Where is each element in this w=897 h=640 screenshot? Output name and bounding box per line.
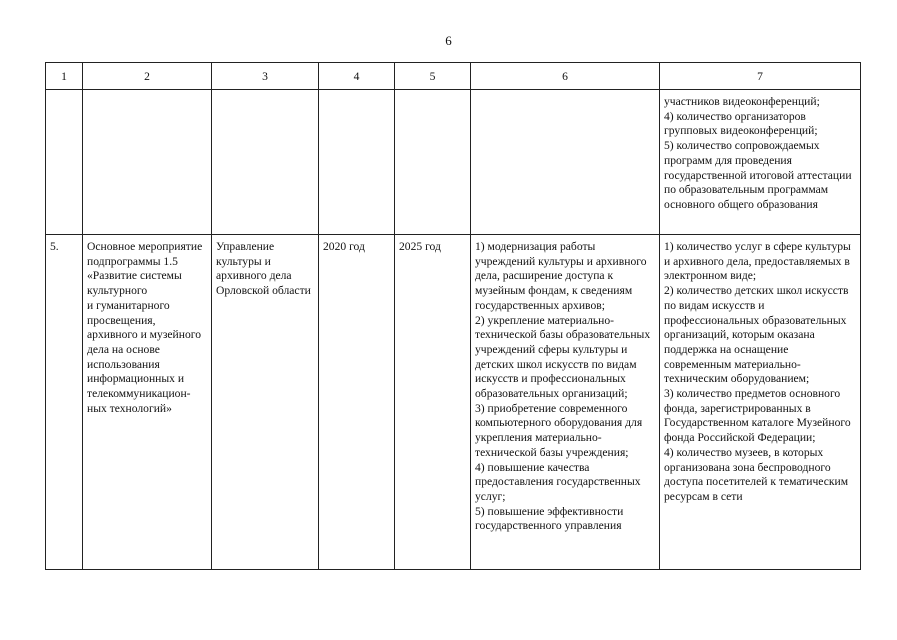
cell-number: 5. (46, 235, 83, 570)
header-col-3: 3 (212, 63, 319, 90)
cell-end-year (395, 90, 471, 235)
page-number: 6 (445, 33, 452, 48)
header-col-4: 4 (319, 63, 395, 90)
cell-expected-results: 1) модернизация работы учреждений культуры и архивного дела, расширение доступа к музейным фондам, к сведениям государственных архивов; 2) укрепление материально-технической базы образовательных учреждений сферы культуры и детских школ искусств по видам искусств и профессиональных образовательных организаций; 3) приобретение современного компьютерного оборудования для укрепления материально-технической базы учреждения; 4) повышение качества предоставления государственных услуг; 5) повышение эффективности государственного управления (471, 235, 660, 570)
header-col-1: 1 (46, 63, 83, 90)
cell-indicators: 1) количество услуг в сфере культуры и архивного дела, предоставляемых в электронном виде; 2) количество детских школ искусств по видам искусств и профессиональных образовательных организаций, которым оказана поддержка на оснащение современным материально-техническим оборудованием; 3) количество предметов основного фонда, зарегистрированных в Государственном каталоге Музейного фонда Российской Федерации; 4) количество музеев, в которых организована зона беспроводного доступа посетителей к тематическим ресурсам в сети (660, 235, 861, 570)
header-col-2: 2 (83, 63, 212, 90)
table-row-5 (46, 235, 861, 570)
cell-expected-results (471, 90, 660, 235)
cell-responsible: Управление культуры и архивного дела Орловской области (212, 235, 319, 570)
cell-start-year: 2020 год (319, 235, 395, 570)
cell-responsible (212, 90, 319, 235)
header-col-6: 6 (471, 63, 660, 90)
cell-event-name (83, 90, 212, 235)
cell-indicators: участников видеоконференций; 4) количество организаторов групповых видеоконференций; 5) количество сопровождаемых программ для проведения государственной итоговой аттестации по образовательным программам основного общего образования (660, 90, 861, 235)
cell-start-year (319, 90, 395, 235)
header-row (46, 63, 861, 90)
cell-end-year: 2025 год (395, 235, 471, 570)
cell-event-name: Основное мероприятие подпрограммы 1.5 «Развитие системы культурного и гуманитарного просвещения, архивного и музейного дела на основе использования информационных и телекоммуникацион-ных технологий» (83, 235, 212, 570)
program-table (45, 62, 861, 570)
cell-number (46, 90, 83, 235)
header-col-7: 7 (660, 63, 861, 90)
header-col-5: 5 (395, 63, 471, 90)
table-row-continuation (46, 90, 861, 235)
